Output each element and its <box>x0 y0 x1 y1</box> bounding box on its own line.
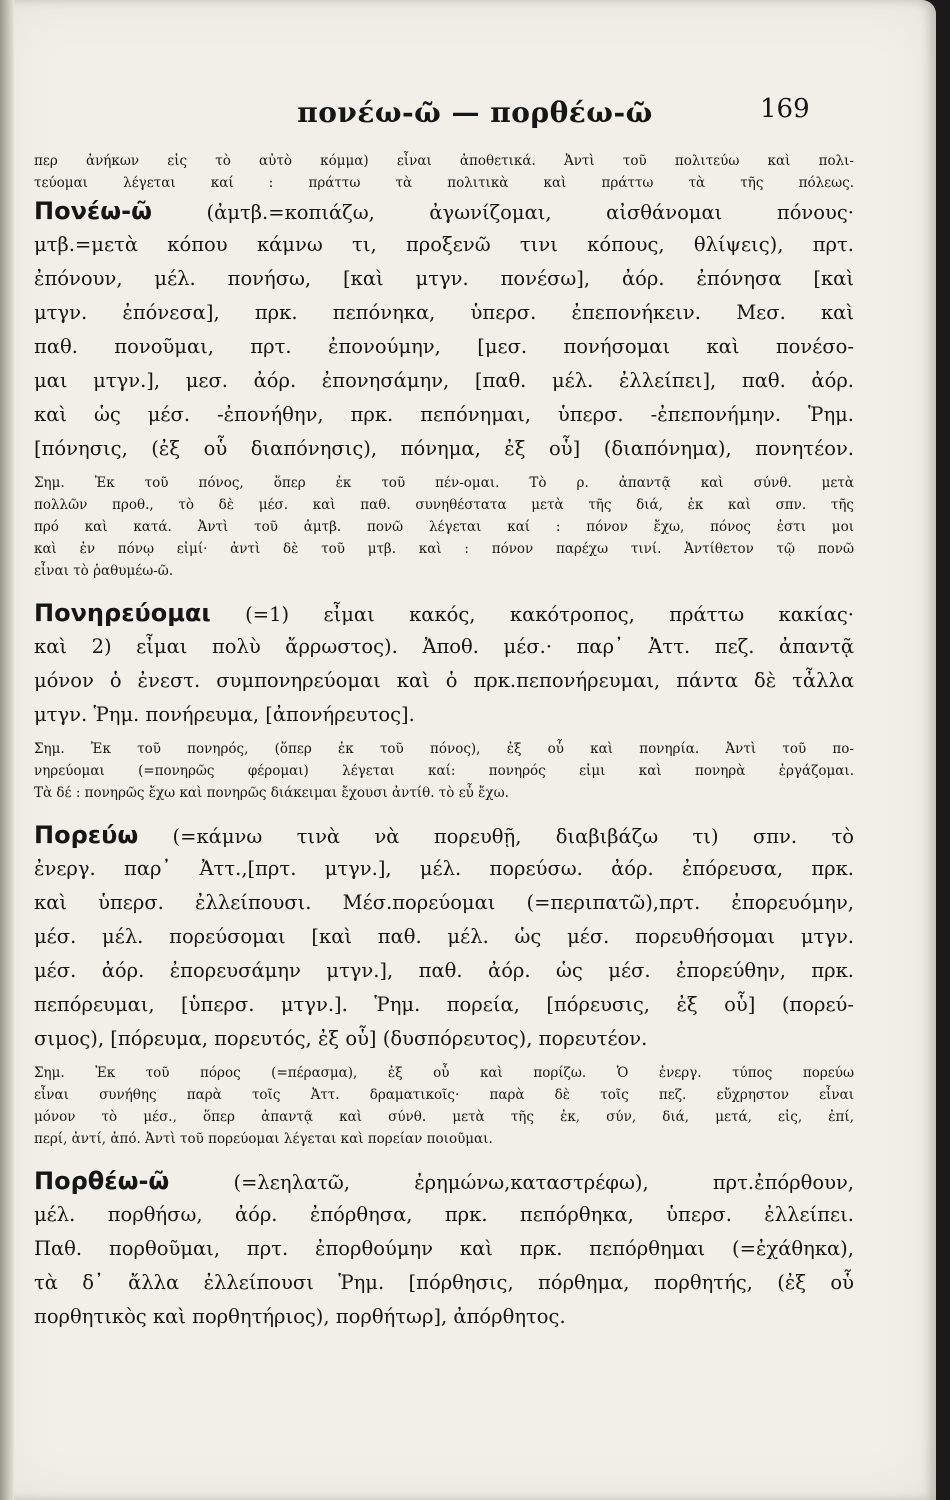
entry-first-line <box>34 194 854 228</box>
intro-line: περ ἀνήκων εἰς τὸ αὐτὸ κόμμα) εἶναι ἀποθετικά. Ἀντὶ τοῦ πολιτεύω καὶ πολι- <box>34 153 854 169</box>
entry-line: πεπόρευμαι, [ὑπερσ. μτγν.]. Ῥημ. πορεία, [πόρευσις, ἐξ οὗ] (πορεύ- <box>34 993 854 1016</box>
entry-line: (=κάμνω τινὰ νὰ πορευθῇ, διαβιβάζω τι) σπν. τὸ <box>172 825 854 848</box>
note-line: εἶναι συνήθης παρὰ τοῖς Ἀττ. δραματικοῖς· παρὰ δὲ τοῖς πεζ. εὔχρηστον εἶναι <box>34 1087 854 1103</box>
entry-line: (=λεηλατῶ, ἐρημώνω,καταστρέφω), πρτ.ἐπόρθουν, <box>233 1171 854 1194</box>
entry-line: μόνον ὁ ἐνεστ. συμπονηρεύομαι καὶ ὁ πρκ.πεπονήρευμαι, πάντα δὲ τἆλλα <box>34 669 854 692</box>
note-line: εἶναι τὸ ῥαθυμέω-ῶ. <box>34 563 174 579</box>
entry-line: μαι μτγν.], μεσ. ἀόρ. ἐπονησάμην, [παθ. μέλ. ἐλλείπει], παθ. ἀόρ. <box>34 369 854 392</box>
entry-line: καὶ ὑπερσ. ἐλλείπουσι. Μέσ.πορεύομαι (=περιπατῶ),πρτ. ἐπορευόμην, <box>34 891 854 914</box>
entry-first-line <box>34 818 854 852</box>
entry-line: σιμος), [πόρευμα, πορευτός, ἐξ οὗ] (δυσπόρευτος), πορευτέον. <box>34 1027 648 1050</box>
entry-line: (=1) εἶμαι κακός, κακότροπος, πράττω κακίας· <box>245 603 854 626</box>
entry-line: παθ. πονοῦμαι, πρτ. ἐπονούμην, [μεσ. πονήσομαι καὶ πονέσο- <box>34 335 854 358</box>
entry-headword: Πορεύω <box>34 821 139 849</box>
entry-first-line <box>34 1164 854 1198</box>
entry-line: καὶ ὡς μέσ. -ἐπονήθην, πρκ. πεπόνημαι, ὑπερσ. -ἐπεπονήμην. Ῥημ. <box>34 403 854 426</box>
entry-line: καὶ 2) εἶμαι πολὺ ἄρρωστος). Ἀποθ. μέσ.· παρ᾽ Ἀττ. πεζ. ἀπαντᾷ <box>34 635 854 658</box>
note-line: Τὰ δέ : πονηρῶς ἔχω καὶ πονηρῶς διάκειμαι ἔχουσι ἀντίθ. τὸ εὖ ἔχω. <box>34 785 509 801</box>
note-line: νηρεύομαι (=πονηρῶς φέρομαι) λέγεται καί: πονηρός εἰμι καὶ πονηρὰ ἐργάζομαι. <box>34 763 854 779</box>
entry-first-line <box>34 596 854 630</box>
intro-line: τεύομαι λέγεται καί : πράττω τὰ πολιτικὰ καὶ πράττω τὰ τῆς πόλεως. <box>34 175 854 191</box>
entry-line: μέσ. μέλ. πορεύσομαι [καὶ παθ. μέλ. ὡς μέσ. πορευθήσομαι μτγν. <box>34 925 854 948</box>
entry-headword: Πορθέω-ῶ <box>34 1167 170 1195</box>
note-line: περί, ἀντί, ἀπό. Ἀντὶ τοῦ πορεύομαι λέγεται καὶ πορείαν ποιοῦμαι. <box>34 1131 493 1147</box>
entry-line: μτγν. ἐπόνεσα], πρκ. πεπόνηκα, ὑπερσ. ἐπεπονήκειν. Μεσ. καὶ <box>34 301 854 324</box>
page-gutter-shadow <box>0 0 14 1500</box>
entry-line: ἐπόνουν, μέλ. πονήσω, [καὶ μτγν. πονέσω], ἀόρ. ἐπόνησα [καὶ <box>34 267 854 290</box>
note-line: Σημ. Ἐκ τοῦ πονηρός, (ὅπερ ἐκ τοῦ πόνος), ἐξ οὗ καὶ πονηρία. Ἀντὶ τοῦ πο- <box>34 741 854 757</box>
page-number: 169 <box>760 94 810 124</box>
entry-line: μέσ. ἀόρ. ἐπορευσάμην μτγν.], παθ. ἀόρ. ὡς μέσ. ἐπορεύθην, πρκ. <box>34 959 854 982</box>
entry-line: πορθητικὸς καὶ πορθητήριος), πορθήτωρ], ἀπόρθητος. <box>34 1305 566 1328</box>
entry-line: ἐνεργ. παρ᾽ Ἀττ.,[πρτ. μτγν.], μέλ. πορεύσω. ἀόρ. ἐπόρευσα, πρκ. <box>34 857 854 880</box>
entry-line: μέλ. πορθήσω, ἀόρ. ἐπόρθησα, πρκ. πεπόρθηκα, ὑπερσ. ἐλλείπει. <box>34 1203 854 1226</box>
entry-headword: Πονηρεύομαι <box>34 599 211 627</box>
entry-line: μτβ.=μετὰ κόπου κάμνω τι, προξενῶ τινι κόπους, θλίψεις), πρτ. <box>34 233 854 256</box>
note-line: Σημ. Ἐκ τοῦ πόρος (=πέρασμα), ἐξ οὗ καὶ πορίζω. Ὁ ἐνεργ. τύπος πορεύω <box>34 1065 854 1081</box>
note-line: μόνον τὸ μέσ., ὅπερ ἀπαντᾷ καὶ σύνθ. μετὰ τῆς ἐκ, σύν, διά, μετά, εἰς, ἐπί, <box>34 1109 854 1125</box>
dictionary-entry <box>34 194 854 582</box>
entry-line: Παθ. πορθοῦμαι, πρτ. ἐπορθούμην καὶ πρκ. πεπόρθημαι (=ἐχάθηκα), <box>34 1237 854 1260</box>
entry-headword: Πονέω-ῶ <box>34 197 152 225</box>
note-line: πολλῶν προθ., τὸ δὲ μέσ. καὶ παθ. συνηθέστατα μετὰ τῆς διά, ἐκ καὶ σπν. τῆς <box>34 497 854 513</box>
entry-line: μτγν. Ῥημ. πονήρευμα, [ἀπονήρευτος]. <box>34 703 415 726</box>
page-text <box>34 150 854 1334</box>
entry-line: [πόνησις, (ἐξ οὗ διαπόνησις), πόνημα, ἐξ οὗ] (διαπόνημα), πονητέον. <box>34 437 854 460</box>
note-line: πρό καὶ κατά. Ἀντὶ τοῦ ἀμτβ. πονῶ λέγεται καί : πόνον ἔχω, πόνος ἐστι μοι <box>34 519 854 535</box>
dictionary-entry <box>34 1164 854 1334</box>
note-line: καὶ ἐν πόνῳ εἰμί· ἀντὶ δὲ τοῦ μτβ. καὶ : πόνον παρέχω τινί. Ἀντίθετον τῷ πονῶ <box>34 541 854 557</box>
entry-line: τὰ δ᾽ ἄλλα ἐλλείπουσι Ῥημ. [πόρθησις, πόρθημα, πορθητής, (ἐξ οὗ <box>34 1271 854 1294</box>
entry-line: (ἀμτβ.=κοπιάζω, ἀγωνίζομαι, αἰσθάνομαι πόνους· <box>206 201 854 224</box>
note-line: Σημ. Ἐκ τοῦ πόνος, ὅπερ ἐκ τοῦ πέν-ομαι. Τὸ ρ. ἀπαντᾷ καὶ σύνθ. μετὰ <box>34 475 854 491</box>
dictionary-entry <box>34 818 854 1150</box>
running-header: πονέω-ῶ — πορθέω-ῶ <box>297 96 653 129</box>
dictionary-entry <box>34 596 854 804</box>
